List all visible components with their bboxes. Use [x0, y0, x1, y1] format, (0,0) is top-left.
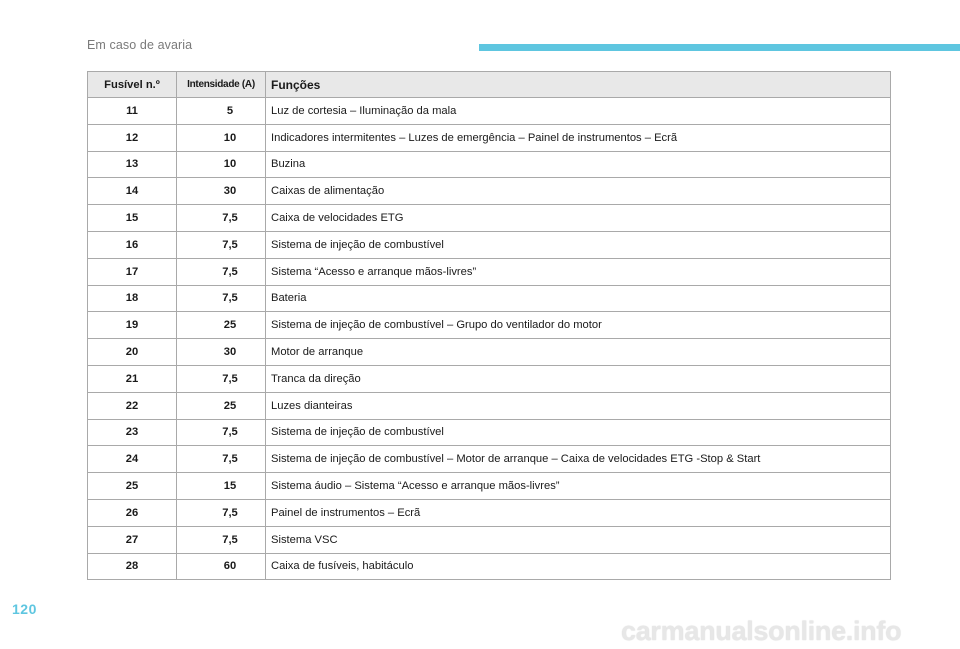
fuse-number-cell: 23 — [88, 419, 177, 446]
function-cell: Sistema de injeção de combustível — [266, 419, 891, 446]
intensity-value: 7,5 — [222, 238, 238, 251]
function-cell: Bateria — [266, 285, 891, 312]
intensity-cell — [177, 339, 266, 366]
intensity-value: 60 — [223, 560, 237, 573]
fuse-number-cell: 24 — [88, 446, 177, 473]
column-header-intensity: Intensidade (A) — [177, 72, 266, 98]
header-accent-bar — [479, 44, 960, 51]
intensity-value: 15 — [223, 480, 237, 493]
intensity-cell — [177, 124, 266, 151]
function-cell: Painel de instrumentos – Ecrã — [266, 499, 891, 526]
fuse-number-cell: 15 — [88, 205, 177, 232]
table-row — [88, 312, 891, 339]
intensity-value: 7,5 — [222, 533, 238, 546]
intensity-cell — [177, 473, 266, 500]
table-row — [88, 124, 891, 151]
intensity-value: 5 — [226, 104, 234, 117]
table-row — [88, 446, 891, 473]
intensity-cell — [177, 312, 266, 339]
watermark: carmanualsonline.info — [621, 616, 902, 646]
table-row — [88, 419, 891, 446]
intensity-value: 7,5 — [222, 212, 238, 225]
intensity-cell — [177, 178, 266, 205]
fuse-table — [87, 71, 891, 580]
table-row — [88, 473, 891, 500]
intensity-value: 25 — [223, 319, 237, 332]
fuse-number-cell: 28 — [88, 553, 177, 580]
intensity-cell — [177, 231, 266, 258]
intensity-cell — [177, 258, 266, 285]
function-cell: Luzes dianteiras — [266, 392, 891, 419]
table-body — [88, 98, 891, 580]
intensity-cell — [177, 446, 266, 473]
function-cell: Buzina — [266, 151, 891, 178]
fuse-number-cell: 12 — [88, 124, 177, 151]
intensity-value: 7,5 — [222, 292, 238, 305]
intensity-cell — [177, 419, 266, 446]
function-cell: Sistema de injeção de combustível — [266, 231, 891, 258]
fuse-number-cell: 16 — [88, 231, 177, 258]
fuse-number-cell: 17 — [88, 258, 177, 285]
section-title: Em caso de avaria — [87, 38, 193, 52]
function-cell: Caixa de fusíveis, habitáculo — [266, 553, 891, 580]
fuse-number-cell: 20 — [88, 339, 177, 366]
page-number: 120 — [12, 601, 37, 617]
table-row — [88, 231, 891, 258]
intensity-cell — [177, 151, 266, 178]
table-row — [88, 258, 891, 285]
fuse-number-cell: 26 — [88, 499, 177, 526]
table-row — [88, 339, 891, 366]
intensity-value: 7,5 — [222, 426, 238, 439]
fuse-number-cell: 14 — [88, 178, 177, 205]
table-row — [88, 285, 891, 312]
function-cell: Sistema “Acesso e arranque mãos-livres” — [266, 258, 891, 285]
table-row — [88, 526, 891, 553]
column-header-fuse: Fusível n.º — [88, 72, 177, 98]
fuse-number-cell: 19 — [88, 312, 177, 339]
function-cell: Caixas de alimentação — [266, 178, 891, 205]
intensity-value: 30 — [223, 346, 237, 359]
table-row — [88, 178, 891, 205]
function-cell: Motor de arranque — [266, 339, 891, 366]
intensity-cell — [177, 526, 266, 553]
intensity-cell — [177, 365, 266, 392]
function-cell: Caixa de velocidades ETG — [266, 205, 891, 232]
table-row — [88, 553, 891, 580]
intensity-cell — [177, 392, 266, 419]
table-row — [88, 151, 891, 178]
intensity-value: 7,5 — [222, 506, 238, 519]
table-header-row — [88, 72, 891, 98]
fuse-number-cell: 21 — [88, 365, 177, 392]
fuse-number-cell: 22 — [88, 392, 177, 419]
table-row — [88, 392, 891, 419]
column-header-functions: Funções — [266, 72, 891, 98]
intensity-value: 10 — [223, 158, 237, 171]
intensity-value: 30 — [223, 185, 237, 198]
table-row — [88, 499, 891, 526]
function-cell: Luz de cortesia – Iluminação da mala — [266, 98, 891, 125]
fuse-number-cell: 11 — [88, 98, 177, 125]
intensity-value: 25 — [223, 399, 237, 412]
function-cell: Sistema de injeção de combustível – Motor de arranque – Caixa de velocidades ETG -Stop & Start — [266, 446, 891, 473]
table-row — [88, 205, 891, 232]
fuse-number-cell: 13 — [88, 151, 177, 178]
intensity-value: 7,5 — [222, 265, 238, 278]
function-cell: Tranca da direção — [266, 365, 891, 392]
intensity-value: 7,5 — [222, 453, 238, 466]
function-cell: Indicadores intermitentes – Luzes de emergência – Painel de instrumentos – Ecrã — [266, 124, 891, 151]
table-row — [88, 98, 891, 125]
fuse-number-cell: 25 — [88, 473, 177, 500]
fuse-number-cell: 18 — [88, 285, 177, 312]
intensity-value: 7,5 — [222, 372, 238, 385]
intensity-cell — [177, 285, 266, 312]
function-cell: Sistema de injeção de combustível – Grupo do ventilador do motor — [266, 312, 891, 339]
function-cell: Sistema VSC — [266, 526, 891, 553]
intensity-cell — [177, 553, 266, 580]
fuse-number-cell: 27 — [88, 526, 177, 553]
intensity-value: 10 — [223, 131, 237, 144]
table-row — [88, 365, 891, 392]
intensity-cell — [177, 205, 266, 232]
intensity-cell — [177, 98, 266, 125]
function-cell: Sistema áudio – Sistema “Acesso e arranque mãos-livres” — [266, 473, 891, 500]
intensity-cell — [177, 499, 266, 526]
